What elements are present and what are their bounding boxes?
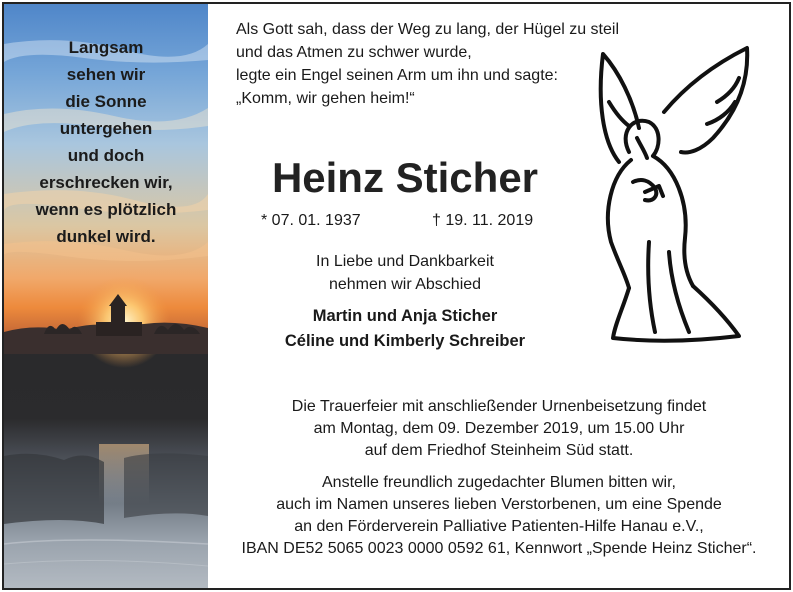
deceased-name: Heinz Sticher: [271, 154, 539, 201]
mourner-name: Céline und Kimberly Schreiber: [284, 332, 526, 350]
farewell-line: nehmen wir Abschied: [328, 276, 482, 293]
service-line: am Montag, dem 09. Dezember 2019, um 15.00 Uhr: [313, 420, 685, 437]
donation-line: IBAN DE52 5065 0023 0000 0592 61, Kennwort „Spende Heinz Sticher“.: [241, 540, 757, 557]
quote-line: Als Gott sah, dass der Weg zu lang, der Hügel zu steil: [236, 21, 620, 38]
poem-line: erschrecken wir,: [39, 173, 173, 192]
service-line: Die Trauerfeier mit anschließender Urnenbeisetzung findet: [291, 398, 707, 415]
poem: [4, 34, 208, 250]
poem-line: sehen wir: [66, 65, 146, 84]
poem-line: die Sonne: [65, 92, 147, 111]
poem-line: und doch: [67, 146, 145, 165]
obituary-card: [2, 2, 791, 590]
mourner-name: Martin und Anja Sticher: [312, 307, 498, 325]
farewell-text: [209, 250, 601, 296]
poem-line: Langsam: [68, 38, 144, 57]
donation-info: [209, 472, 789, 560]
donation-line: auch im Namen unseres lieben Verstorbenen, um eine Spende: [276, 496, 722, 513]
service-info: [209, 396, 789, 462]
donation-line: Anstelle freundlich zugedachter Blumen bitten wir,: [322, 474, 676, 491]
poem-line: untergehen: [59, 119, 153, 138]
poem-line: dunkel wird.: [56, 227, 156, 246]
sunset-photo: [4, 4, 208, 588]
quote-line: „Komm, wir gehen heim!“: [236, 90, 415, 107]
quote-line: und das Atmen zu schwer wurde,: [236, 44, 472, 61]
death-date: † 19. 11. 2019: [432, 212, 534, 229]
angel-icon: [589, 42, 759, 352]
farewell-line: In Liebe und Dankbarkeit: [316, 253, 494, 270]
donation-line: an den Förderverein Palliative Patienten-Hilfe Hanau e.V.,: [294, 518, 704, 535]
service-line: auf dem Friedhof Steinheim Süd statt.: [364, 442, 634, 459]
poem-line: wenn es plötzlich: [35, 200, 177, 219]
quote-line: legte ein Engel seinen Arm um ihn und sagte:: [236, 67, 558, 84]
birth-date: * 07. 01. 1937: [261, 212, 361, 229]
mourners-list: [209, 304, 601, 354]
